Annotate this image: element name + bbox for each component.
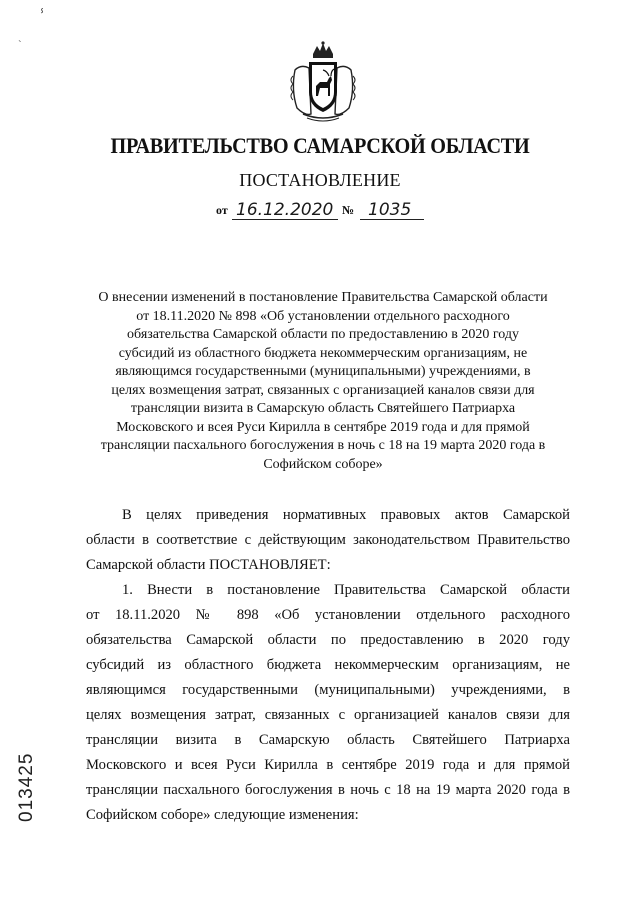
subject-line: обязательства Самарской области по предоставлению в 2020 году [127, 327, 519, 342]
date-prefix: от [216, 203, 228, 217]
body-line: области в соответствие с действующим законодательством Правительство [86, 532, 570, 548]
body-line: целях возмещения затрат, связанных с организацией каналов связи для [86, 707, 570, 723]
subject-line: Московского и всея Руси Кирилла в сентябре 2019 года и для прямой [116, 419, 530, 435]
handwritten-number: 1035 [368, 200, 412, 220]
subject-line: О внесении изменений в постановление Правительства Самарской области [98, 290, 548, 305]
government-title: ПРАВИТЕЛЬСТВО САМАРСКОЙ ОБЛАСТИ [110, 133, 530, 158]
subject-line: трансляции визита в Самарскую область Святейшего Патриарха [130, 401, 516, 416]
document-body [86, 503, 570, 828]
scan-mark: ˴ [18, 34, 22, 46]
body-line: являющимся государственными (муниципальными) учреждениями, в [86, 682, 570, 698]
registration-number: 013425 [16, 752, 37, 822]
body-line: Самарской области ПОСТАНОВЛЯЕТ: [86, 557, 331, 573]
body-line: обязательства Самарской области по предоставлению в 2020 году [86, 632, 570, 648]
body-line: трансляции пасхального богослужения в ночь с 18 на 19 марта 2020 года в [86, 782, 570, 798]
subject-line: субсидий из областного бюджета некоммерческим организациям, не [118, 345, 528, 361]
body-line: субсидий из областного бюджета некоммерческим организациям, не [86, 657, 570, 673]
document-type: ПОСТАНОВЛЕНИЕ [239, 170, 401, 190]
body-line: трансляции визита в Самарскую область Святейшего Патриарха [86, 732, 570, 748]
subject-line: являющимся государственными (муниципальными) учреждениями, в [115, 364, 531, 379]
body-line: Софийском соборе» следующие изменения: [86, 807, 359, 823]
body-line: 1. Внести в постановление Правительства Самарской области [122, 582, 570, 598]
number-prefix: № [342, 203, 355, 217]
handwritten-date: 16.12.2020 [236, 200, 334, 220]
subject-line: Софийском соборе» [263, 456, 383, 472]
subject-line: от 18.11.2020 № 898 «Об установлении отдельного расходного [136, 308, 510, 324]
subject-line: трансляции пасхального богослужения в ночь с 18 на 19 марта 2020 года в [100, 438, 546, 453]
scan-mark: ⸯ [38, 11, 47, 26]
subject-line: целях возмещения затрат, связанных с организацией каналов связи для [111, 382, 535, 398]
date-number-line [216, 196, 436, 224]
coat-of-arms-icon [287, 40, 359, 122]
body-line: В целях приведения нормативных правовых актов Самарской [122, 507, 570, 523]
body-line: Московского и всея Руси Кирилла в сентябре 2019 года и для прямой [86, 757, 570, 773]
document-subject [82, 289, 564, 474]
body-line: от 18.11.2020 № 898 «Об установлении отдельного расходного [86, 607, 570, 623]
